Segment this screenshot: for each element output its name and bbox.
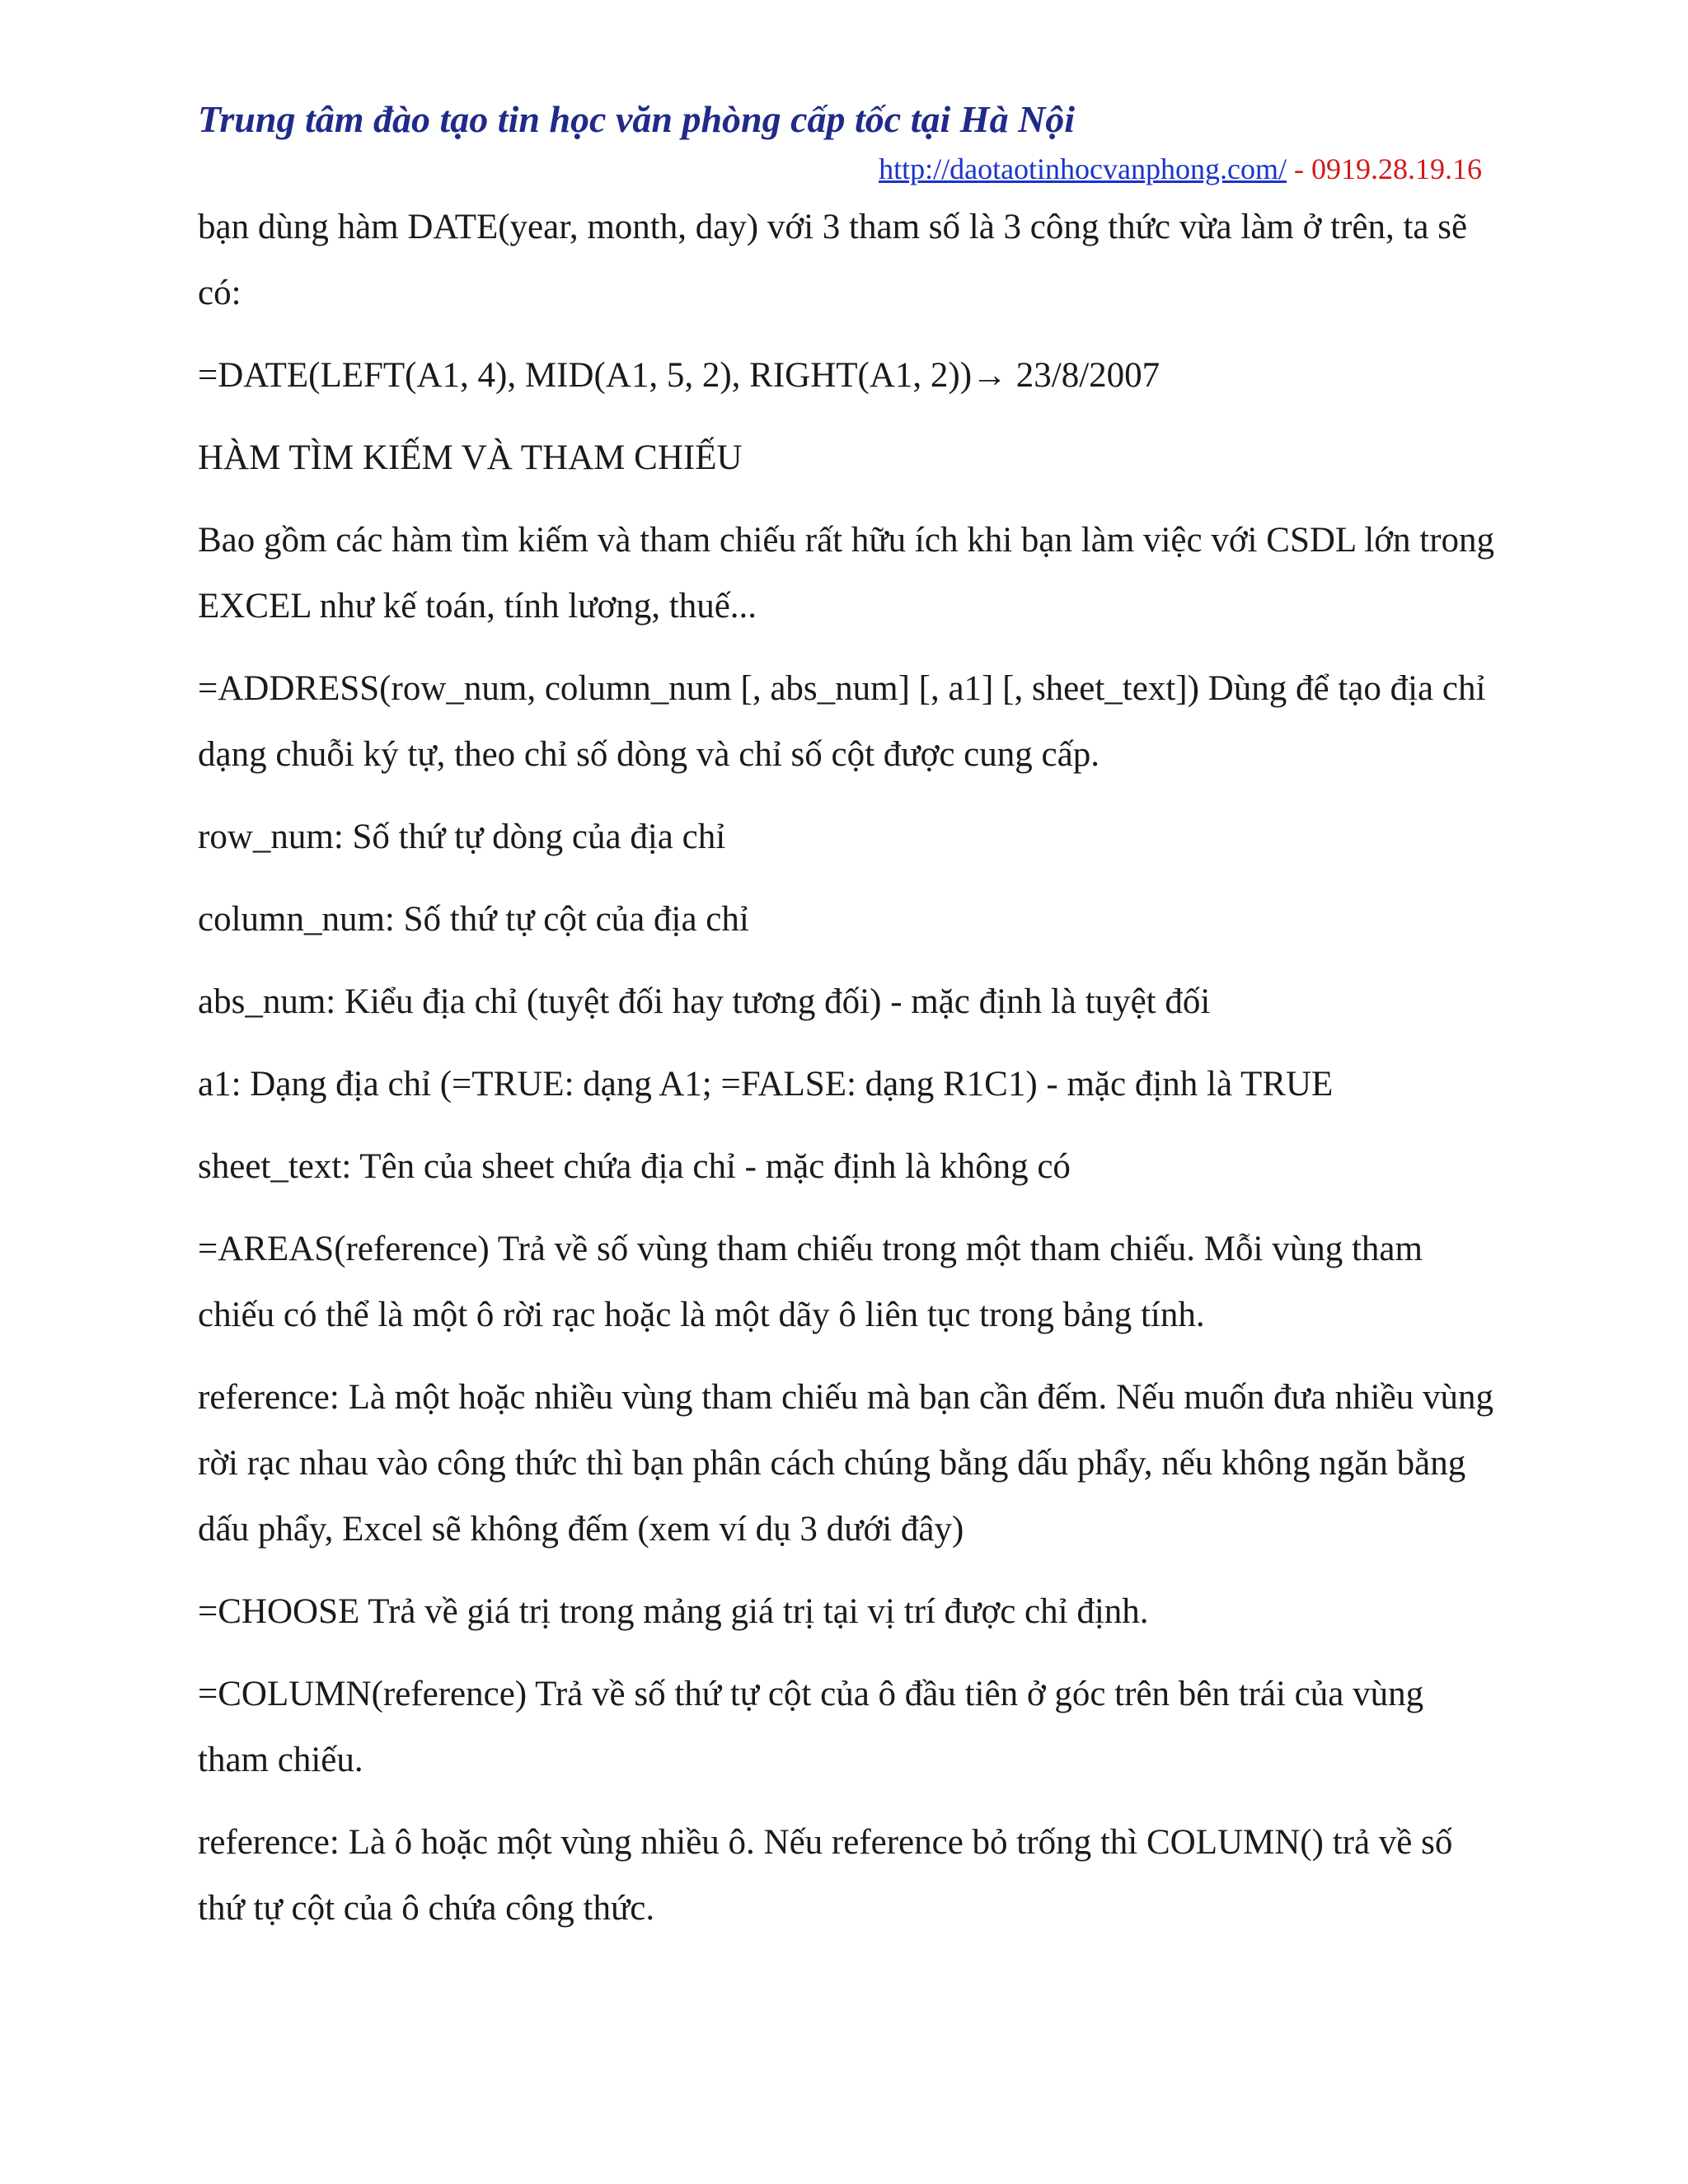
paragraph-reference-areas: reference: Là một hoặc nhiều vùng tham chiếu mà bạn cần đếm. Nếu muốn đưa nhiều vùng rời rạc nhau vào công thức thì bạn phân cách chúng bằng dấu phẩy, nếu không ngăn bằng dấu phẩy, Excel sẽ không đếm (xem ví dụ 3 dưới đây) [198, 1378, 1493, 1549]
paragraph-lookup-intro: Bao gồm các hàm tìm kiếm và tham chiếu rất hữu ích khi bạn làm việc với CSDL lớn trong EXCEL như kế toán, tính lương, thuế... [198, 521, 1495, 626]
paragraph-row-num: row_num: Số thứ tự dòng của địa chỉ [198, 818, 726, 856]
paragraph-column-num: column_num: Số thứ tự cột của địa chỉ [198, 900, 749, 939]
header-separator: - [1287, 152, 1311, 185]
paragraph-column: =COLUMN(reference) Trả về số thứ tự cột của ô đầu tiên ở góc trên bên trái của vùng tham chiếu. [198, 1675, 1424, 1779]
paragraph-reference-column: reference: Là ô hoặc một vùng nhiều ô. Nếu reference bỏ trống thì COLUMN() trả về số thứ tự cột của ô chứa công thức. [198, 1823, 1453, 1928]
paragraph-choose: =CHOOSE Trả về giá trị trong mảng giá trị tại vị trí được chỉ định. [198, 1592, 1149, 1631]
header-contact [879, 152, 1482, 186]
website-link[interactable]: http://daotaotinhocvanphong.com/ [879, 152, 1287, 185]
paragraph-sheet-text: sheet_text: Tên của sheet chứa địa chỉ - mặc định là không có [198, 1147, 1071, 1186]
paragraph-date-intro: bạn dùng hàm DATE(year, month, day) với 3 tham số là 3 công thức vừa làm ở trên, ta sẽ có: [198, 208, 1468, 312]
paragraph-abs-num: abs_num: Kiểu địa chỉ (tuyệt đối hay tương đối) - mặc định là tuyệt đối [198, 982, 1211, 1021]
section-heading: HÀM TÌM KIẾM VÀ THAM CHIẾU [198, 438, 743, 477]
phone-number: 0919.28.19.16 [1311, 152, 1482, 185]
paragraph-address: =ADDRESS(row_num, column_num [, abs_num] [, a1] [, sheet_text]) Dùng để tạo địa chỉ dạng chuỗi ký tự, theo chỉ số dòng và chỉ số cột được cung cấp. [198, 669, 1486, 774]
paragraph-date-formula: =DATE(LEFT(A1, 4), MID(A1, 5, 2), RIGHT(A1, 2))→ 23/8/2007 [198, 356, 1160, 395]
paragraph-areas: =AREAS(reference) Trả về số vùng tham chiếu trong một tham chiếu. Mỗi vùng tham chiếu có thể là một ô rời rạc hoặc là một dãy ô liên tục trong bảng tính. [198, 1230, 1423, 1334]
paragraph-a1: a1: Dạng địa chỉ (=TRUE: dạng A1; =FALSE: dạng R1C1) - mặc định là TRUE [198, 1065, 1334, 1104]
header-title: Trung tâm đào tạo tin học văn phòng cấp tốc tại Hà Nội [198, 98, 1076, 140]
document-body [198, 194, 1500, 1958]
